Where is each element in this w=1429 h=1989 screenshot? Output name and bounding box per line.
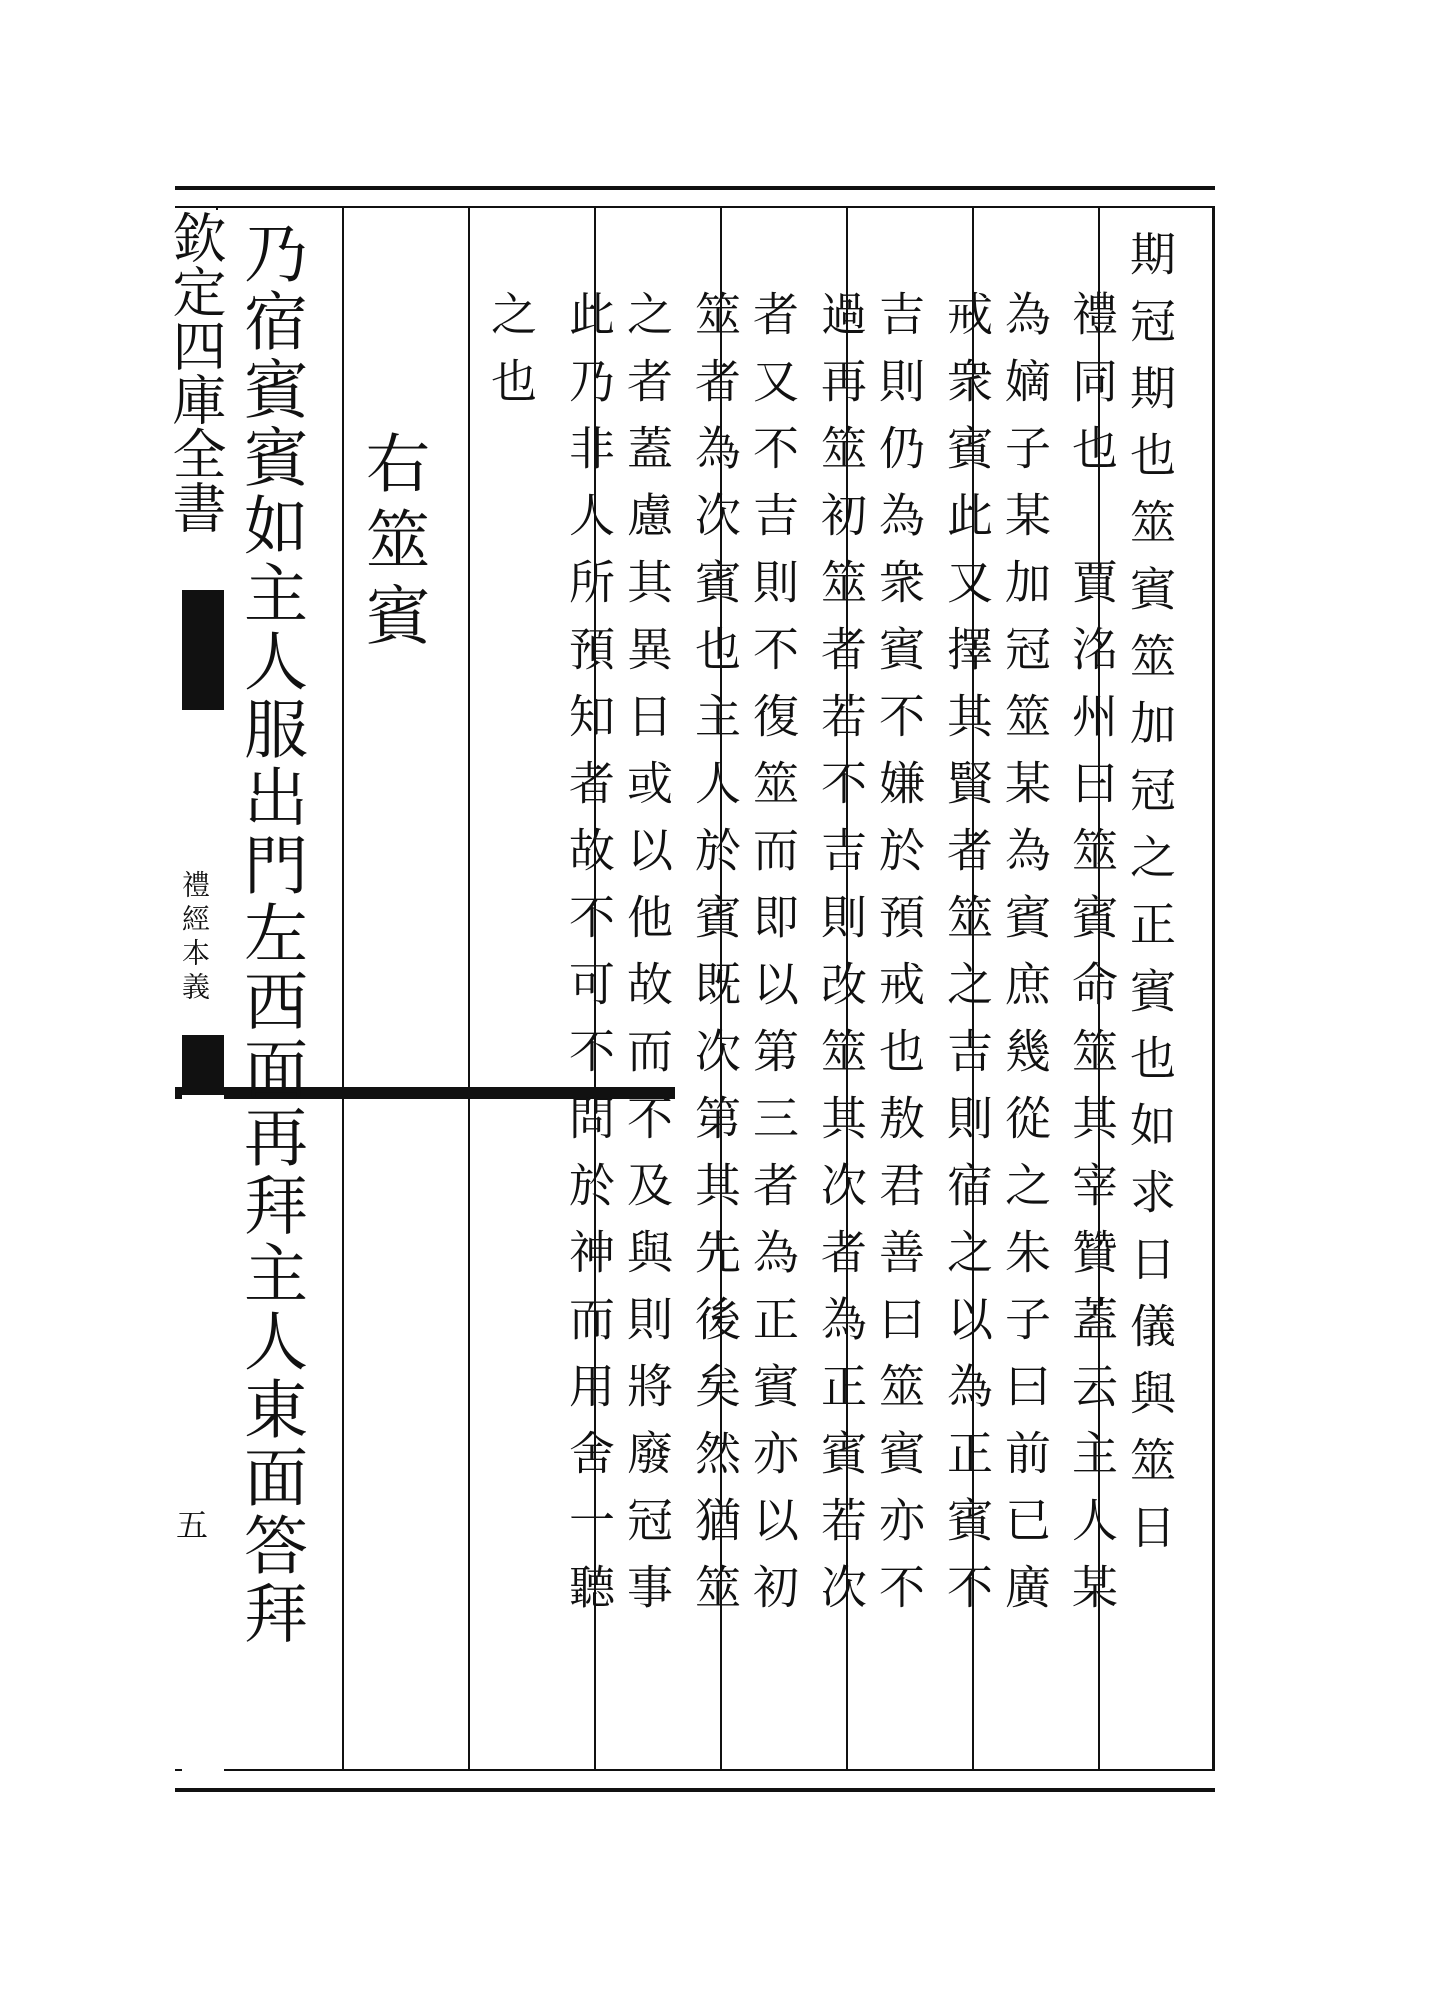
outer-right-rule [1212, 206, 1215, 1771]
commentary-column-10: 此乃非人所預知者故不可不問於神而用舍一聽 [562, 290, 616, 1630]
spine-page-number: 五 [176, 1506, 209, 1544]
main-text-column: 乃宿賓賓如主人服出門左西面再拜主人東面答拜 [233, 220, 307, 1648]
column-rule [342, 206, 344, 1771]
fish-tail-bottom [182, 1035, 224, 1095]
column-rule [468, 206, 470, 1771]
commentary-column-9: 之者蓋慮其異日或以他故而不及與則將廢冠事 [620, 290, 674, 1630]
commentary-column-8: 筮者為次賓也主人於賓既次第其先後矣然猶筮 [688, 290, 742, 1630]
commentary-column-3: 為嫡子某加冠筮某為賓庶幾從之朱子曰前已廣 [998, 290, 1052, 1630]
spine-subtitle: 禮經本義 [178, 870, 211, 1006]
commentary-column-11: 之也 [484, 290, 538, 424]
section-heading: 右筮賓 [355, 430, 429, 658]
bottom-rule-thin [175, 1769, 1215, 1771]
top-rule-thin [175, 206, 1215, 208]
top-rule-thick [175, 186, 1215, 190]
commentary-column-1: 期冠期也筮賓筮加冠之正賓也如求日儀與筮日 [1123, 230, 1177, 1570]
commentary-column-2: 禮同也 賈洺州曰筮賓命筮其宰贊蓋云主人某 [1065, 290, 1119, 1630]
commentary-column-5: 吉則仍為衆賓不嫌於預戒也敖君善曰筮賓亦不 [872, 290, 926, 1630]
commentary-column-7: 者又不吉則不復筮而即以第三者為正賓亦以初 [746, 290, 800, 1630]
bottom-rule-thick [175, 1788, 1215, 1792]
commentary-column-4: 戒衆賓此又擇其賢者筮之吉則宿之以為正賓不 [940, 290, 994, 1630]
commentary-column-6: 過再筮初筮者若不吉則改筮其次者為正賓若次 [814, 290, 868, 1630]
fish-tail-top [182, 590, 224, 710]
spine-title: 欽定四庫全書 [164, 210, 227, 534]
